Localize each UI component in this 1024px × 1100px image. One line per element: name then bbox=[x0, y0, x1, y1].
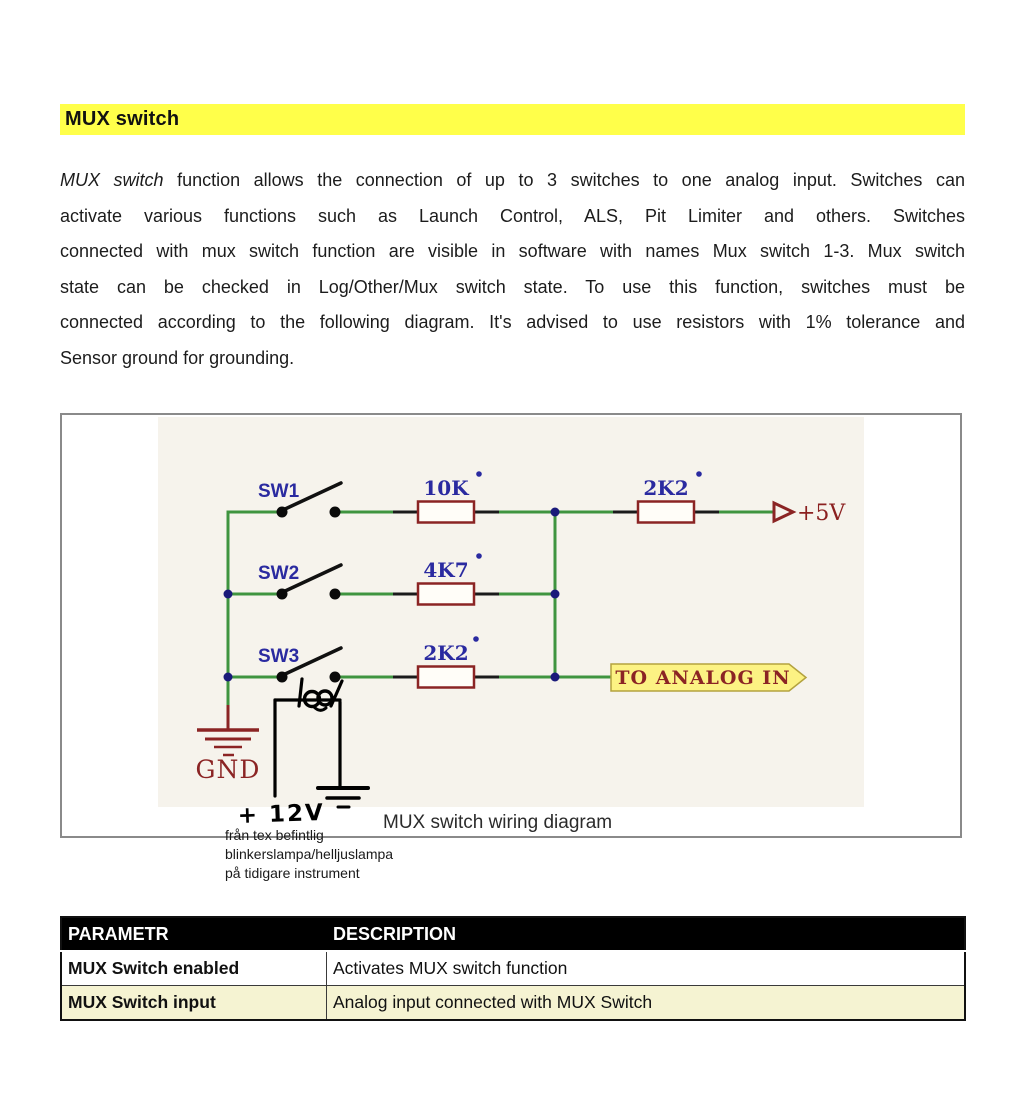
ground-label: GND bbox=[195, 755, 261, 784]
body-paragraph bbox=[60, 163, 965, 376]
paragraph-line: Sensor ground for grounding. bbox=[60, 347, 295, 368]
note-line: blinkerslampa/helljuslampa bbox=[225, 846, 394, 862]
desc-cell: Analog input connected with MUX Switch bbox=[327, 986, 966, 1021]
paragraph-line: state can be checked in Log/Other/Mux switch state. To use this function, switches must be bbox=[60, 276, 965, 297]
table-row bbox=[61, 986, 965, 1021]
resistor-label: 2K2 bbox=[643, 476, 689, 500]
analog-in-label: TO ANALOG IN bbox=[615, 667, 791, 689]
note-line: på tidigare instrument bbox=[225, 865, 360, 881]
resistor-label: 4K7 bbox=[423, 558, 469, 582]
switch-label: SW1 bbox=[258, 481, 300, 502]
note-line: från tex befintlig bbox=[225, 827, 324, 843]
handwritten-voltage-label: + 12V bbox=[237, 799, 326, 829]
table-header-row bbox=[61, 917, 965, 951]
header-parameter: PARAMETR bbox=[61, 917, 327, 951]
diagram-background bbox=[158, 417, 864, 807]
paragraph-line: MUX switch function allows the connection of up to 3 switches to one analog input. Switches can bbox=[60, 170, 965, 190]
resistor-label: 2K2 bbox=[423, 641, 469, 665]
paragraph-line: connected according to the following diagram. It's advised to use resistors with 1% tolerance and bbox=[60, 312, 965, 332]
switch-label: SW3 bbox=[258, 646, 300, 667]
section-title: MUX switch bbox=[65, 108, 180, 130]
desc-cell: Activates MUX switch function bbox=[327, 951, 966, 986]
parameter-table bbox=[60, 916, 966, 1021]
switch-label: SW2 bbox=[258, 563, 300, 584]
italic-lead: MUX switch bbox=[60, 170, 164, 190]
section-heading-highlight bbox=[60, 104, 965, 135]
handwritten-note bbox=[225, 826, 465, 883]
header-description: DESCRIPTION bbox=[327, 917, 966, 951]
param-cell: MUX Switch input bbox=[61, 986, 327, 1021]
paragraph-line: connected with mux switch function are visible in software with names Mux switch 1-3. Mux switch bbox=[60, 241, 965, 261]
table-row bbox=[61, 951, 965, 986]
figure-caption: MUX switch wiring diagram bbox=[383, 812, 613, 833]
wiring-diagram-figure bbox=[60, 413, 962, 881]
mux-switch-schematic bbox=[62, 415, 960, 836]
param-cell: MUX Switch enabled bbox=[61, 951, 327, 986]
paragraph-line: activate various functions such as Launch Control, ALS, Pit Limiter and others. Switches bbox=[60, 205, 965, 226]
power-label: +5V bbox=[797, 501, 846, 526]
resistor-label: 10K bbox=[423, 476, 469, 500]
